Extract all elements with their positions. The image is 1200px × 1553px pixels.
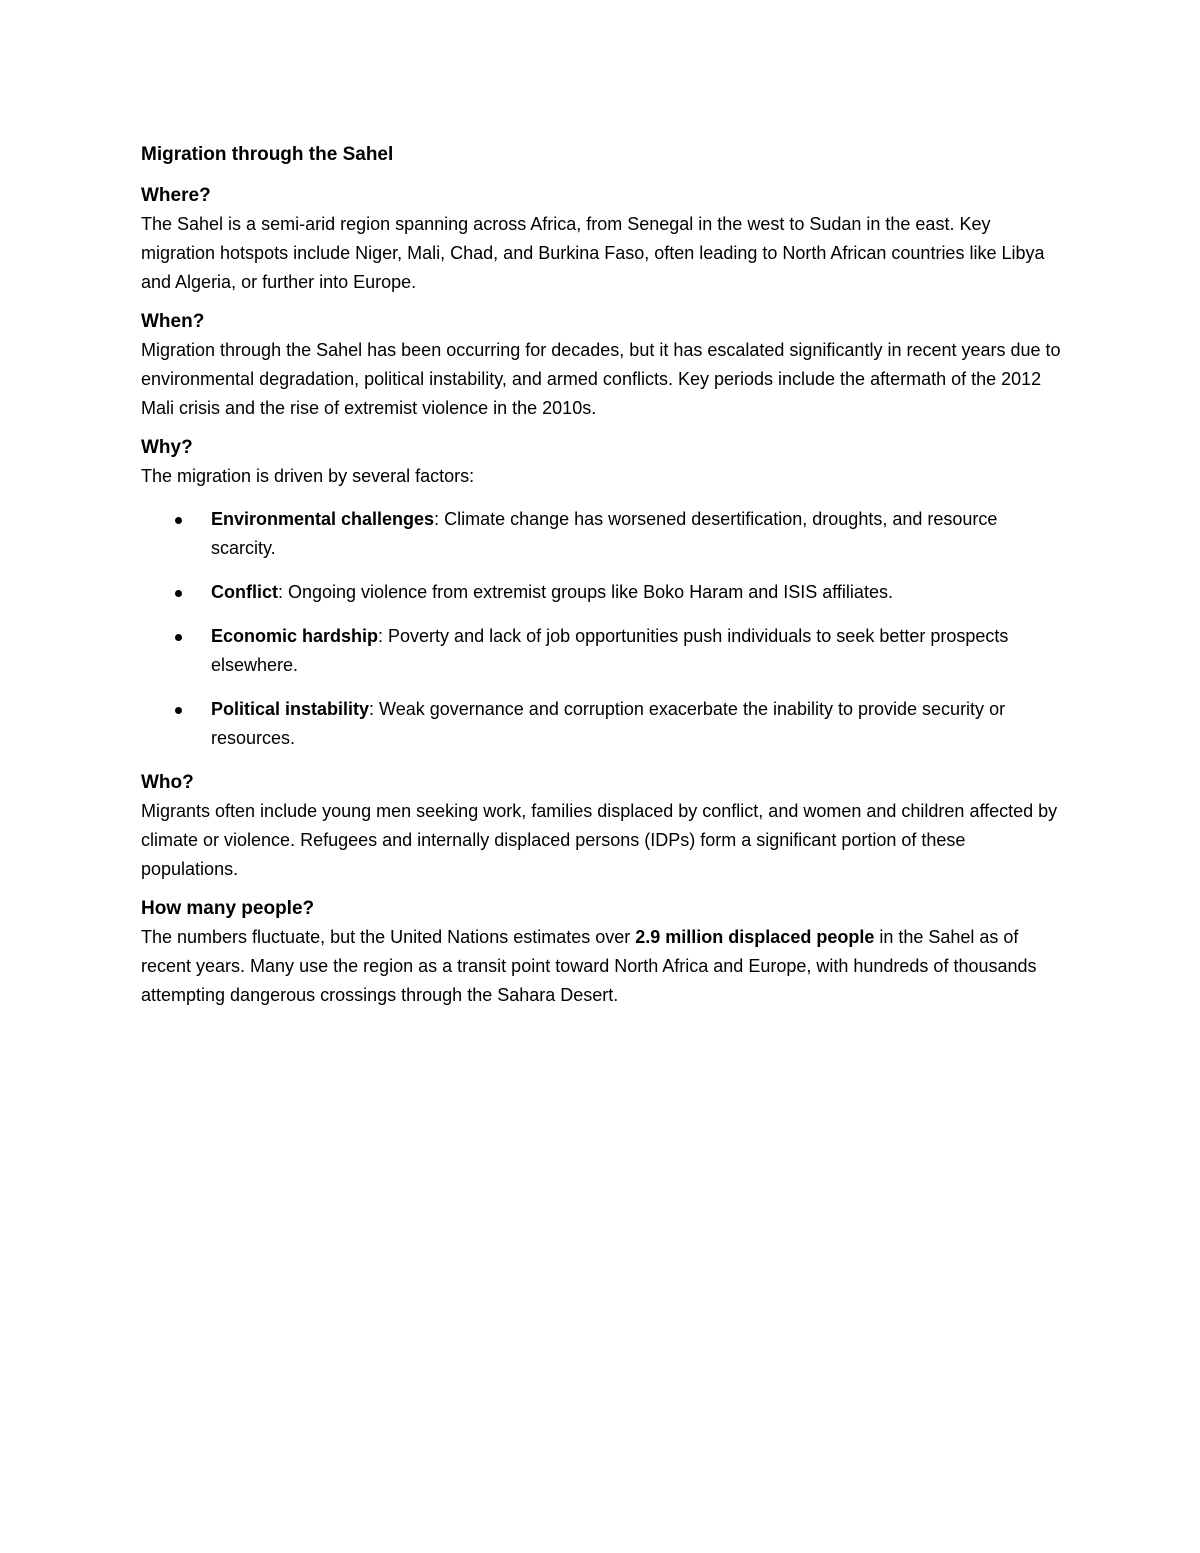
section-where	[141, 181, 1063, 297]
bullet-icon	[175, 634, 182, 641]
section-how-many-heading: How many people?	[141, 898, 315, 919]
section-why-heading: Why?	[141, 437, 193, 458]
factor-text: : Ongoing violence from extremist groups like Boko Haram and ISIS affiliates.	[278, 582, 893, 602]
list-item	[141, 622, 1063, 680]
section-where-heading: Where?	[141, 185, 211, 206]
factor-list	[141, 505, 1063, 753]
factor-term: Political instability	[211, 699, 370, 719]
how-many-text-after: in the Sahel as of recent years. Many use the region as a transit point toward North Africa and Europe, with hundreds of thousands attempting dangerous crossings through the Sahara Desert.	[141, 927, 1037, 1005]
how-many-text-before: The numbers fluctuate, but the United Nations estimates over	[141, 927, 636, 947]
list-item	[141, 695, 1063, 753]
factor-text: : Climate change has worsened desertification, droughts, and resource scarcity.	[211, 509, 998, 558]
list-item	[141, 578, 1063, 607]
section-who	[141, 768, 1063, 884]
bullet-icon	[175, 707, 182, 714]
section-when-heading: When?	[141, 311, 205, 332]
section-how-many	[141, 894, 1063, 1010]
bullet-icon	[175, 517, 182, 524]
section-where-text: The Sahel is a semi-arid region spanning across Africa, from Senegal in the west to Sudan in the east. Key migration hotspots include Niger, Mali, Chad, and Burkina Faso, often leading to North African countries like Libya and Algeria, or further into Europe.	[141, 214, 1045, 292]
bullet-icon	[175, 590, 182, 597]
factor-term: Economic hardship	[211, 626, 379, 646]
section-why-intro: The migration is driven by several factors:	[141, 466, 475, 486]
section-when-text: Migration through the Sahel has been occurring for decades, but it has escalated significantly in recent years due to environmental degradation, political instability, and armed conflicts. Key periods include the aftermath of the 2012 Mali crisis and the rise of extremist violence in the 2010s.	[141, 340, 1061, 418]
document-title: Migration through the Sahel	[141, 144, 394, 165]
list-item	[141, 505, 1063, 563]
factor-text: : Poverty and lack of job opportunities push individuals to seek better prospects elsewhere.	[211, 626, 1009, 675]
section-who-text: Migrants often include young men seeking work, families displaced by conflict, and women and children affected by climate or violence. Refugees and internally displaced persons (IDPs) form a significant portion of these populations.	[141, 801, 1058, 879]
section-when	[141, 307, 1063, 423]
factor-term: Conflict	[211, 582, 278, 602]
factor-term: Environmental challenges	[211, 509, 435, 529]
section-how-many-text	[141, 923, 1063, 1010]
section-why	[141, 433, 1063, 753]
factor-text: : Weak governance and corruption exacerbate the inability to provide security or resources.	[211, 699, 1006, 748]
document-body	[141, 140, 1063, 1020]
section-who-heading: Who?	[141, 772, 194, 793]
displaced-count-highlight: 2.9 million displaced people	[635, 927, 875, 947]
